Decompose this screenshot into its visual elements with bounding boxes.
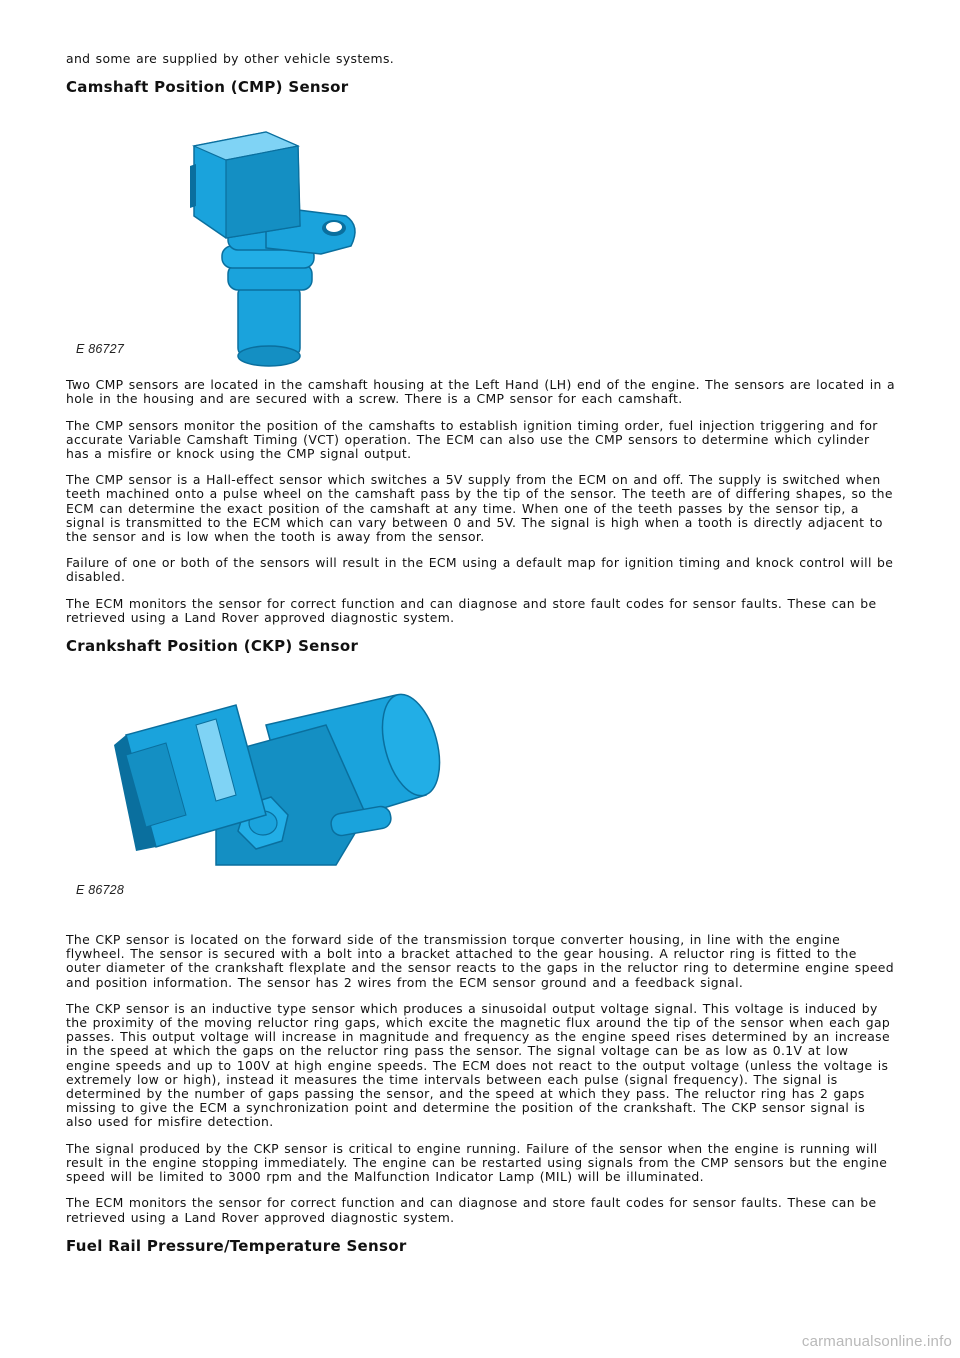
cmp-paragraph: The ECM monitors the sensor for correct function and can diagnose and store fault codes for sensor faults. These can be retrieved using a Land Rover approved diagnostic system. xyxy=(66,595,877,625)
ckp-paragraph: The CKP sensor is located on the forward side of the transmission torque converter housing, in line with the engine flywheel. The sensor is secured with a bolt into a bracket attached to the gear housing. A reluctor ring is fitted to the outer diameter of the crankshaft flexplate and the sensor reacts to the gaps in the reluctor ring to determine engine speed and position information. The sensor has 2 wires from the ECM sensor ground and a feedback signal. xyxy=(66,932,894,990)
ckp-paragraph: The signal produced by the CKP sensor is critical to engine running. Failure of the sensor when the engine is running will result in the engine stopping immediately. The engine can be restarted using signals from the CMP sensors but the engine speed will be limited to 3000 rpm and the Malfunction Indicator Lamp (MIL) will be illuminated. xyxy=(66,1140,888,1185)
cmp-paragraph: Failure of one or both of the sensors will result in the ECM using a default map for ignition timing and knock control will be disabled. xyxy=(66,555,894,585)
cmp-body xyxy=(66,378,896,625)
ckp-sensor-image xyxy=(66,665,896,915)
cmp-paragraph: The CMP sensor is a Hall-effect sensor which switches a 5V supply from the ECM on and off. The supply is switched when teeth machined onto a pulse wheel on the camshaft pass by the tip of the sensor. The teeth are of differing shapes, so the ECM can determine the exact position of the camshaft at any time. When one of the teeth passes by the sensor tip, a signal is transmitted to the ECM which can vary between 0 and 5V. The signal is high when a tooth is directly adjacent to the sensor and is low when the tooth is away from the sensor. xyxy=(66,472,893,545)
ckp-paragraph: The CKP sensor is an inductive type sensor which produces a sinusoidal output voltage signal. This voltage is induced by the proximity of the moving reluctor ring gaps, which excite the magnetic flux around the tip of the sensor when each gap passes. This output voltage will increase in magnitude and frequency as the engine speed rises determined by an increase in the speed at which the gaps on the reluctor ring pass the sensor. The signal voltage can be as low as 0.1V at low engine speeds and up to 100V at high engine speeds. The ECM does not react to the output voltage (unless the voltage is extremely low or high), instead it measures the time intervals between each pulse (signal frequency). The signal is determined by the number of gaps passing the sensor, and the speed at which they pass. The reluctor ring has 2 gaps missing to give the ECM a synchronization point and determine the position of the crankshaft. The CKP sensor signal is also used for misfire detection. xyxy=(66,1000,891,1130)
cmp-figure-label: E 86727 xyxy=(76,342,124,357)
ckp-body xyxy=(66,933,896,1225)
cmp-paragraph: Two CMP sensors are located in the camshaft housing at the Left Hand (LH) end of the engine. The sensors are located in a hole in the housing and are secured with a screw. There is a CMP sensor for each camshaft. xyxy=(66,377,895,407)
fuel-rail-heading: Fuel Rail Pressure/Temperature Sensor xyxy=(66,1236,407,1255)
ckp-heading: Crankshaft Position (CKP) Sensor xyxy=(66,637,359,656)
document-page xyxy=(66,52,896,1265)
intro-fragment: and some are supplied by other vehicle systems. xyxy=(66,51,395,66)
ckp-figure-label: E 86728 xyxy=(76,883,124,898)
watermark-footer[interactable]: carmanualsonline.info xyxy=(801,1333,952,1350)
ckp-figure xyxy=(66,665,896,915)
cmp-figure xyxy=(66,106,896,368)
cmp-sensor-image xyxy=(66,106,896,368)
cmp-paragraph: The CMP sensors monitor the position of the camshafts to establish ignition timing order, fuel injection triggering and for accurate Variable Camshaft Timing (VCT) operation. The ECM can also use the CMP sensors to determine which cylinder has a misfire or knock using the CMP signal output. xyxy=(66,417,878,462)
ckp-paragraph: The ECM monitors the sensor for correct function and can diagnose and store fault codes for sensor faults. These can be retrieved using a Land Rover approved diagnostic system. xyxy=(66,1195,877,1225)
cmp-heading: Camshaft Position (CMP) Sensor xyxy=(66,78,349,97)
